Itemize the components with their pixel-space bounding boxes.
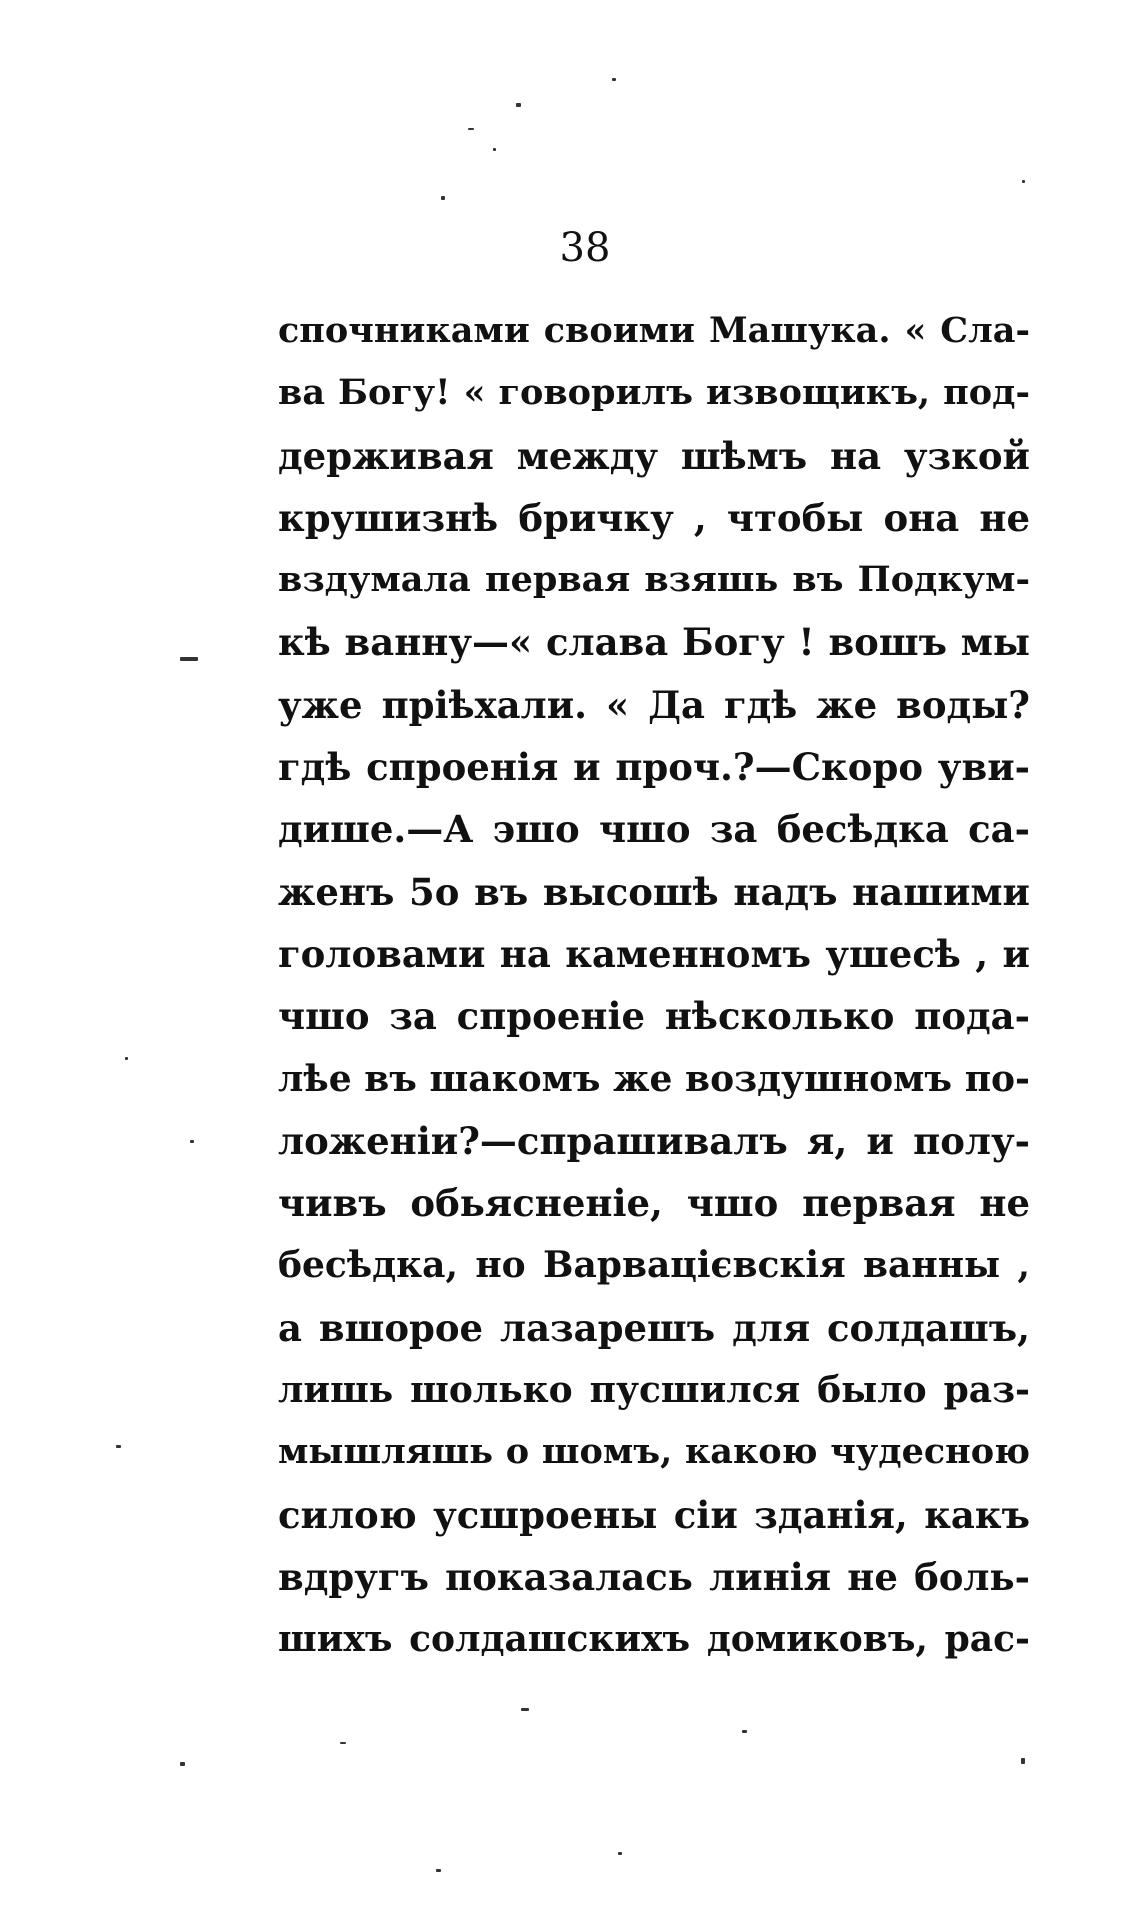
text-line-13: лѣе въ шакомъ же воздушномъ по- — [278, 1057, 1030, 1100]
text-line-20: силою усшроены сіи зданія, какъ — [278, 1492, 1030, 1537]
scan-speck — [468, 128, 474, 130]
scan-speck — [340, 1742, 346, 1744]
scan-speck — [180, 1762, 185, 1766]
scan-speck — [493, 148, 496, 151]
text-line-21: вдругъ показалась линія не боль- — [278, 1554, 1030, 1599]
text-line-16: бесѣдка, но Варвацієвскія ванны , — [278, 1244, 1030, 1287]
text-line-17: а вшорое лазарешъ для солдашъ, — [278, 1305, 1030, 1350]
text-line-6: кѣ ванну—« слава Богу ! вошъ мы — [278, 620, 1030, 665]
text-line-5: вздумала первая взяшь въ Подкум- — [278, 559, 1030, 601]
text-line-19: мышляшь о шомъ, какою чудесною — [278, 1431, 1030, 1473]
scan-speck — [521, 1708, 529, 1711]
text-line-22: шихъ солдашскихъ домиковъ, рас- — [278, 1618, 1030, 1661]
text-line-15: чивъ обьясненіе, чшо первая не — [278, 1181, 1030, 1226]
text-line-10: женъ 5о въ высошѣ надъ нашими — [278, 869, 1030, 914]
scan-speck — [125, 1057, 128, 1060]
text-line-14: ложеніи?—спрашивалъ я, и полу- — [278, 1118, 1030, 1163]
page-text — [278, 300, 1030, 1671]
scan-speck — [618, 1852, 622, 1855]
text-line-4: крушизнѣ бричку , чтобы она не — [278, 495, 1030, 540]
scan-speck — [436, 1869, 441, 1872]
text-line-1: спочниками своими Машука. « Сла- — [278, 310, 1030, 351]
text-line-7: уже пріѣхали. « Да гдѣ же воды? — [278, 682, 1030, 727]
scan-speck — [441, 196, 445, 200]
text-line-12: чшо за спроеніе нѣсколько пода- — [278, 994, 1030, 1039]
scan-speck — [116, 1445, 121, 1448]
scan-speck — [742, 1730, 747, 1733]
text-line-11: головами на каменномъ ушесѣ , и — [278, 931, 1030, 976]
scan-speck — [190, 1140, 194, 1143]
scan-speck — [516, 103, 521, 107]
text-line-3: держивая между шѣмъ на узкой — [278, 433, 1030, 478]
scan-speck — [612, 78, 616, 81]
text-line-8: гдѣ спроенія и проч.?—Скоро уви- — [278, 745, 1030, 790]
scan-speck — [1022, 180, 1025, 183]
page-number: 38 — [559, 225, 611, 271]
text-line-18: лишь шолько пусшился было раз- — [278, 1369, 1030, 1412]
scan-speck — [180, 657, 198, 661]
text-line-2: ва Богу! « говорилъ извощикъ, под- — [278, 372, 1030, 414]
text-line-9: дише.—А эшо чшо за бесѣдка са- — [278, 807, 1030, 852]
scan-speck — [1021, 1758, 1025, 1764]
